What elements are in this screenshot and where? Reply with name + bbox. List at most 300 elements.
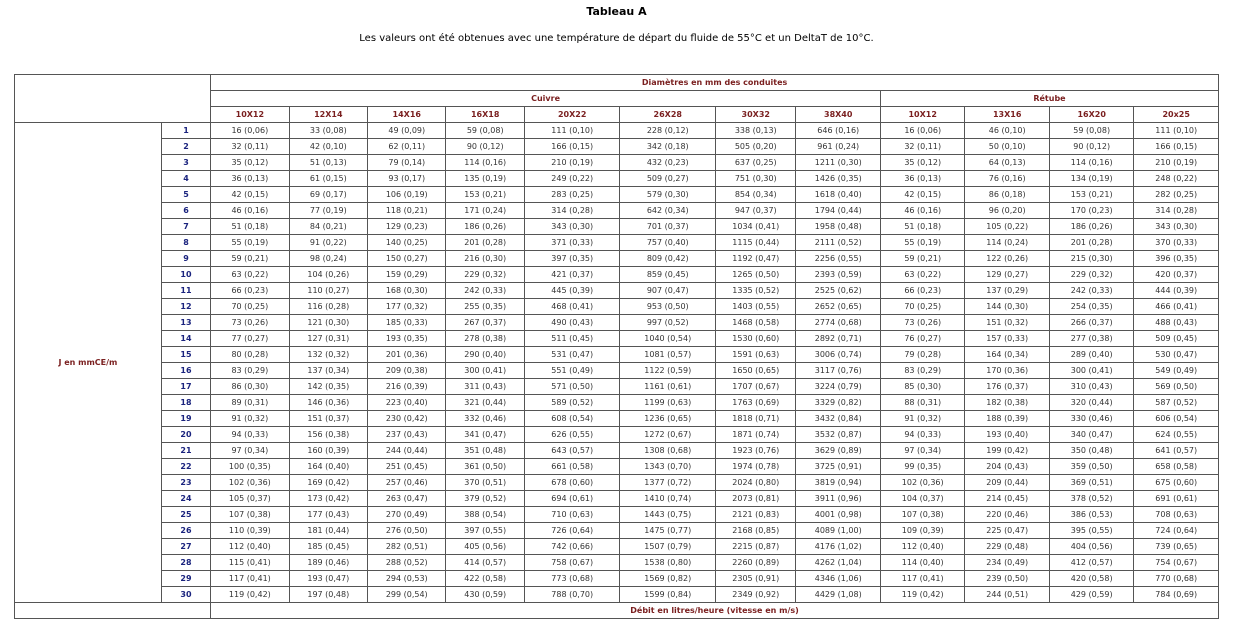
table-cell: 277 (0,38) xyxy=(1049,331,1133,347)
table-row xyxy=(15,539,1219,555)
row-number: 3 xyxy=(161,155,210,171)
table-cell: 51 (0,18) xyxy=(211,219,289,235)
table-cell: 182 (0,38) xyxy=(965,395,1049,411)
table-cell: 643 (0,57) xyxy=(524,443,620,459)
table-cell: 153 (0,21) xyxy=(1049,187,1133,203)
table-cell: 210 (0,19) xyxy=(1134,155,1219,171)
table-cell: 1265 (0,50) xyxy=(716,267,796,283)
table-cell: 251 (0,45) xyxy=(368,459,446,475)
table-cell: 1475 (0,77) xyxy=(620,523,716,539)
table-cell: 2121 (0,83) xyxy=(716,507,796,523)
table-cell: 300 (0,41) xyxy=(1049,363,1133,379)
table-cell: 33 (0,08) xyxy=(289,123,367,139)
table-cell: 1618 (0,40) xyxy=(796,187,880,203)
table-row xyxy=(15,363,1219,379)
table-cell: 193 (0,47) xyxy=(289,571,367,587)
table-cell: 160 (0,39) xyxy=(289,443,367,459)
table-row xyxy=(15,587,1219,603)
table-cell: 961 (0,24) xyxy=(796,139,880,155)
table-row xyxy=(15,491,1219,507)
table-cell: 1199 (0,63) xyxy=(620,395,716,411)
table-cell: 3329 (0,82) xyxy=(796,395,880,411)
table-cell: 237 (0,43) xyxy=(368,427,446,443)
row-number: 19 xyxy=(161,411,210,427)
table-cell: 42 (0,15) xyxy=(880,187,964,203)
table-row xyxy=(15,123,1219,139)
table-cell: 35 (0,12) xyxy=(211,155,289,171)
table-cell: 332 (0,46) xyxy=(446,411,524,427)
table-row xyxy=(15,283,1219,299)
table-cell: 114 (0,40) xyxy=(880,555,964,571)
table-cell: 105 (0,22) xyxy=(965,219,1049,235)
row-number: 11 xyxy=(161,283,210,299)
table-cell: 80 (0,28) xyxy=(211,347,289,363)
table-cell: 225 (0,47) xyxy=(965,523,1049,539)
table-cell: 73 (0,26) xyxy=(211,315,289,331)
table-cell: 854 (0,34) xyxy=(716,187,796,203)
table-cell: 102 (0,36) xyxy=(211,475,289,491)
table-cell: 111 (0,10) xyxy=(524,123,620,139)
table-row xyxy=(15,267,1219,283)
table-cell: 466 (0,41) xyxy=(1134,299,1219,315)
row-number: 7 xyxy=(161,219,210,235)
table-cell: 266 (0,37) xyxy=(1049,315,1133,331)
table-cell: 1308 (0,68) xyxy=(620,443,716,459)
row-number: 28 xyxy=(161,555,210,571)
table-cell: 210 (0,19) xyxy=(524,155,620,171)
table-cell: 1538 (0,80) xyxy=(620,555,716,571)
table-cell: 214 (0,45) xyxy=(965,491,1049,507)
table-cell: 751 (0,30) xyxy=(716,171,796,187)
row-number: 18 xyxy=(161,395,210,411)
table-cell: 444 (0,39) xyxy=(1134,283,1219,299)
table-cell: 244 (0,44) xyxy=(368,443,446,459)
table-row xyxy=(15,331,1219,347)
table-cell: 754 (0,67) xyxy=(1134,555,1219,571)
table-cell: 177 (0,43) xyxy=(289,507,367,523)
row-number: 1 xyxy=(161,123,210,139)
table-cell: 169 (0,42) xyxy=(289,475,367,491)
table-cell: 2168 (0,85) xyxy=(716,523,796,539)
table-cell: 420 (0,58) xyxy=(1049,571,1133,587)
table-cell: 91 (0,22) xyxy=(289,235,367,251)
table-cell: 193 (0,35) xyxy=(368,331,446,347)
table-cell: 83 (0,29) xyxy=(211,363,289,379)
table-cell: 3117 (0,76) xyxy=(796,363,880,379)
table-cell: 1034 (0,41) xyxy=(716,219,796,235)
table-cell: 758 (0,67) xyxy=(524,555,620,571)
table-row xyxy=(15,203,1219,219)
table-cell: 46 (0,10) xyxy=(965,123,1049,139)
table-cell: 99 (0,35) xyxy=(880,459,964,475)
table-cell: 1426 (0,35) xyxy=(796,171,880,187)
table-cell: 359 (0,50) xyxy=(1049,459,1133,475)
table-cell: 73 (0,26) xyxy=(880,315,964,331)
row-number: 26 xyxy=(161,523,210,539)
table-cell: 122 (0,26) xyxy=(965,251,1049,267)
table-cell: 104 (0,37) xyxy=(880,491,964,507)
row-number: 8 xyxy=(161,235,210,251)
table-cell: 1650 (0,65) xyxy=(716,363,796,379)
table-cell: 947 (0,37) xyxy=(716,203,796,219)
table-cell: 4346 (1,06) xyxy=(796,571,880,587)
header-corner xyxy=(15,75,211,123)
row-number: 10 xyxy=(161,267,210,283)
table-row xyxy=(15,251,1219,267)
table-cell: 726 (0,64) xyxy=(524,523,620,539)
table-cell: 69 (0,17) xyxy=(289,187,367,203)
table-cell: 85 (0,30) xyxy=(880,379,964,395)
table-row xyxy=(15,443,1219,459)
table-cell: 509 (0,45) xyxy=(1134,331,1219,347)
table-cell: 1443 (0,75) xyxy=(620,507,716,523)
row-number: 22 xyxy=(161,459,210,475)
table-cell: 168 (0,30) xyxy=(368,283,446,299)
table-cell: 388 (0,54) xyxy=(446,507,524,523)
table-cell: 97 (0,34) xyxy=(880,443,964,459)
table-cell: 129 (0,23) xyxy=(368,219,446,235)
table-cell: 3911 (0,96) xyxy=(796,491,880,507)
table-cell: 201 (0,28) xyxy=(1049,235,1133,251)
table-cell: 299 (0,54) xyxy=(368,587,446,603)
row-number: 12 xyxy=(161,299,210,315)
table-cell: 3006 (0,74) xyxy=(796,347,880,363)
table-cell: 201 (0,36) xyxy=(368,347,446,363)
table-cell: 16 (0,06) xyxy=(880,123,964,139)
table-cell: 132 (0,32) xyxy=(289,347,367,363)
table-cell: 110 (0,27) xyxy=(289,283,367,299)
table-cell: 86 (0,18) xyxy=(965,187,1049,203)
table-cell: 907 (0,47) xyxy=(620,283,716,299)
table-cell: 137 (0,29) xyxy=(965,283,1049,299)
table-cell: 4262 (1,04) xyxy=(796,555,880,571)
table-cell: 422 (0,58) xyxy=(446,571,524,587)
table-cell: 378 (0,52) xyxy=(1049,491,1133,507)
table-cell: 1122 (0,59) xyxy=(620,363,716,379)
table-cell: 488 (0,43) xyxy=(1134,315,1219,331)
table-cell: 36 (0,13) xyxy=(880,171,964,187)
table-cell: 1923 (0,76) xyxy=(716,443,796,459)
table-cell: 199 (0,42) xyxy=(965,443,1049,459)
table-row xyxy=(15,459,1219,475)
table-cell: 343 (0,30) xyxy=(1134,219,1219,235)
table-cell: 42 (0,15) xyxy=(211,187,289,203)
table-cell: 119 (0,42) xyxy=(211,587,289,603)
table-cell: 421 (0,37) xyxy=(524,267,620,283)
column-header: 13X16 xyxy=(965,107,1049,123)
table-cell: 3532 (0,87) xyxy=(796,427,880,443)
table-cell: 397 (0,55) xyxy=(446,523,524,539)
table-cell: 370 (0,33) xyxy=(1134,235,1219,251)
table-cell: 209 (0,44) xyxy=(965,475,1049,491)
table-cell: 341 (0,47) xyxy=(446,427,524,443)
table-cell: 97 (0,34) xyxy=(211,443,289,459)
table-cell: 70 (0,25) xyxy=(880,299,964,315)
table-cell: 276 (0,50) xyxy=(368,523,446,539)
table-cell: 710 (0,63) xyxy=(524,507,620,523)
table-cell: 157 (0,33) xyxy=(965,331,1049,347)
footer-label: Débit en litres/heure (vitesse en m/s) xyxy=(211,603,1219,619)
table-cell: 50 (0,10) xyxy=(965,139,1049,155)
table-cell: 1763 (0,69) xyxy=(716,395,796,411)
footer-corner xyxy=(15,603,211,619)
table-cell: 1707 (0,67) xyxy=(716,379,796,395)
table-cell: 249 (0,22) xyxy=(524,171,620,187)
table-cell: 59 (0,21) xyxy=(211,251,289,267)
table-row xyxy=(15,507,1219,523)
table-cell: 112 (0,40) xyxy=(211,539,289,555)
row-axis-label: J en mmCE/m xyxy=(15,123,162,603)
table-cell: 242 (0,33) xyxy=(1049,283,1133,299)
table-cell: 32 (0,11) xyxy=(211,139,289,155)
table-cell: 2774 (0,68) xyxy=(796,315,880,331)
column-header: 30X32 xyxy=(716,107,796,123)
table-cell: 626 (0,55) xyxy=(524,427,620,443)
table-cell: 624 (0,55) xyxy=(1134,427,1219,443)
table-cell: 1974 (0,78) xyxy=(716,459,796,475)
table-cell: 59 (0,08) xyxy=(446,123,524,139)
table-cell: 742 (0,66) xyxy=(524,539,620,555)
table-cell: 404 (0,56) xyxy=(1049,539,1133,555)
table-cell: 193 (0,40) xyxy=(965,427,1049,443)
row-number: 9 xyxy=(161,251,210,267)
row-number: 17 xyxy=(161,379,210,395)
table-cell: 290 (0,40) xyxy=(446,347,524,363)
table-cell: 94 (0,33) xyxy=(211,427,289,443)
table-cell: 93 (0,17) xyxy=(368,171,446,187)
header-group-retube: Rétube xyxy=(880,91,1218,107)
table-cell: 953 (0,50) xyxy=(620,299,716,315)
table-cell: 111 (0,10) xyxy=(1134,123,1219,139)
table-cell: 589 (0,52) xyxy=(524,395,620,411)
table-cell: 98 (0,24) xyxy=(289,251,367,267)
table-cell: 51 (0,18) xyxy=(880,219,964,235)
table-row xyxy=(15,523,1219,539)
table-cell: 314 (0,28) xyxy=(1134,203,1219,219)
table-cell: 1081 (0,57) xyxy=(620,347,716,363)
table-cell: 569 (0,50) xyxy=(1134,379,1219,395)
table-cell: 708 (0,63) xyxy=(1134,507,1219,523)
table-cell: 61 (0,15) xyxy=(289,171,367,187)
row-number: 15 xyxy=(161,347,210,363)
table-cell: 2892 (0,71) xyxy=(796,331,880,347)
table-cell: 646 (0,16) xyxy=(796,123,880,139)
table-cell: 310 (0,43) xyxy=(1049,379,1133,395)
page-title: Tableau A xyxy=(586,5,647,18)
row-number: 30 xyxy=(161,587,210,603)
table-cell: 181 (0,44) xyxy=(289,523,367,539)
table-cell: 420 (0,37) xyxy=(1134,267,1219,283)
row-number: 5 xyxy=(161,187,210,203)
table-cell: 244 (0,51) xyxy=(965,587,1049,603)
table-cell: 112 (0,40) xyxy=(880,539,964,555)
table-cell: 59 (0,21) xyxy=(880,251,964,267)
table-cell: 185 (0,33) xyxy=(368,315,446,331)
row-number: 16 xyxy=(161,363,210,379)
table-cell: 166 (0,15) xyxy=(1134,139,1219,155)
table-cell: 1599 (0,84) xyxy=(620,587,716,603)
table-body xyxy=(15,75,1219,619)
table-cell: 142 (0,35) xyxy=(289,379,367,395)
table-cell: 46 (0,16) xyxy=(880,203,964,219)
table-row xyxy=(15,139,1219,155)
row-number: 2 xyxy=(161,139,210,155)
table-cell: 2260 (0,89) xyxy=(716,555,796,571)
table-cell: 278 (0,38) xyxy=(446,331,524,347)
footer-row xyxy=(15,603,1219,619)
table-cell: 1040 (0,54) xyxy=(620,331,716,347)
table-cell: 242 (0,33) xyxy=(446,283,524,299)
table-cell: 1530 (0,60) xyxy=(716,331,796,347)
table-cell: 84 (0,21) xyxy=(289,219,367,235)
table-cell: 102 (0,36) xyxy=(880,475,964,491)
table-cell: 637 (0,25) xyxy=(716,155,796,171)
table-cell: 530 (0,47) xyxy=(1134,347,1219,363)
table-cell: 146 (0,36) xyxy=(289,395,367,411)
table-row xyxy=(15,347,1219,363)
table-cell: 432 (0,23) xyxy=(620,155,716,171)
table-cell: 171 (0,24) xyxy=(446,203,524,219)
table-cell: 90 (0,12) xyxy=(1049,139,1133,155)
table-cell: 770 (0,68) xyxy=(1134,571,1219,587)
table-cell: 694 (0,61) xyxy=(524,491,620,507)
table-cell: 412 (0,57) xyxy=(1049,555,1133,571)
table-cell: 661 (0,58) xyxy=(524,459,620,475)
table-cell: 1192 (0,47) xyxy=(716,251,796,267)
table-cell: 118 (0,21) xyxy=(368,203,446,219)
row-number: 20 xyxy=(161,427,210,443)
table-cell: 551 (0,49) xyxy=(524,363,620,379)
table-cell: 164 (0,34) xyxy=(965,347,1049,363)
table-cell: 117 (0,41) xyxy=(211,571,289,587)
table-cell: 505 (0,20) xyxy=(716,139,796,155)
row-number: 24 xyxy=(161,491,210,507)
table-cell: 153 (0,21) xyxy=(446,187,524,203)
table-cell: 164 (0,40) xyxy=(289,459,367,475)
table-cell: 1377 (0,72) xyxy=(620,475,716,491)
table-cell: 288 (0,52) xyxy=(368,555,446,571)
table-cell: 294 (0,53) xyxy=(368,571,446,587)
row-number: 25 xyxy=(161,507,210,523)
table-row xyxy=(15,235,1219,251)
table-row xyxy=(15,299,1219,315)
column-header: 12X14 xyxy=(289,107,367,123)
table-cell: 1161 (0,61) xyxy=(620,379,716,395)
flow-rate-table xyxy=(14,74,1219,619)
table-cell: 59 (0,08) xyxy=(1049,123,1133,139)
table-cell: 343 (0,30) xyxy=(524,219,620,235)
table-cell: 62 (0,11) xyxy=(368,139,446,155)
column-header: 16X18 xyxy=(446,107,524,123)
table-cell: 784 (0,69) xyxy=(1134,587,1219,603)
table-cell: 16 (0,06) xyxy=(211,123,289,139)
table-cell: 144 (0,30) xyxy=(965,299,1049,315)
table-cell: 549 (0,49) xyxy=(1134,363,1219,379)
table-cell: 83 (0,29) xyxy=(880,363,964,379)
table-cell: 1335 (0,52) xyxy=(716,283,796,299)
row-number: 29 xyxy=(161,571,210,587)
table-cell: 91 (0,32) xyxy=(880,411,964,427)
table-cell: 658 (0,58) xyxy=(1134,459,1219,475)
table-cell: 204 (0,43) xyxy=(965,459,1049,475)
table-cell: 490 (0,43) xyxy=(524,315,620,331)
page-subtitle: Les valeurs ont été obtenues avec une température de départ du fluide de 55°C et un DeltaT de 10°C. xyxy=(359,33,874,44)
table-cell: 282 (0,25) xyxy=(1134,187,1219,203)
table-cell: 109 (0,39) xyxy=(880,523,964,539)
table-cell: 2073 (0,81) xyxy=(716,491,796,507)
header-row-diameters xyxy=(15,75,1219,91)
table-row xyxy=(15,219,1219,235)
column-header: 14X16 xyxy=(368,107,446,123)
table-cell: 1468 (0,58) xyxy=(716,315,796,331)
table-cell: 76 (0,27) xyxy=(880,331,964,347)
table-cell: 116 (0,28) xyxy=(289,299,367,315)
table-cell: 117 (0,41) xyxy=(880,571,964,587)
row-number: 13 xyxy=(161,315,210,331)
table-cell: 414 (0,57) xyxy=(446,555,524,571)
table-cell: 1272 (0,67) xyxy=(620,427,716,443)
table-cell: 248 (0,22) xyxy=(1134,171,1219,187)
table-cell: 173 (0,42) xyxy=(289,491,367,507)
table-cell: 114 (0,16) xyxy=(446,155,524,171)
table-cell: 209 (0,38) xyxy=(368,363,446,379)
table-cell: 1403 (0,55) xyxy=(716,299,796,315)
table-cell: 150 (0,27) xyxy=(368,251,446,267)
table-cell: 2215 (0,87) xyxy=(716,539,796,555)
table-cell: 2024 (0,80) xyxy=(716,475,796,491)
table-cell: 809 (0,42) xyxy=(620,251,716,267)
table-cell: 289 (0,40) xyxy=(1049,347,1133,363)
table-cell: 90 (0,12) xyxy=(446,139,524,155)
table-cell: 396 (0,35) xyxy=(1134,251,1219,267)
table-cell: 283 (0,25) xyxy=(524,187,620,203)
table-cell: 96 (0,20) xyxy=(965,203,1049,219)
row-number: 23 xyxy=(161,475,210,491)
table-cell: 49 (0,09) xyxy=(368,123,446,139)
table-cell: 88 (0,31) xyxy=(880,395,964,411)
table-cell: 197 (0,48) xyxy=(289,587,367,603)
table-cell: 2256 (0,55) xyxy=(796,251,880,267)
table-cell: 229 (0,32) xyxy=(446,267,524,283)
table-cell: 1236 (0,65) xyxy=(620,411,716,427)
table-cell: 119 (0,42) xyxy=(880,587,964,603)
table-cell: 64 (0,13) xyxy=(965,155,1049,171)
table-cell: 229 (0,32) xyxy=(1049,267,1133,283)
table-cell: 3432 (0,84) xyxy=(796,411,880,427)
table-cell: 2652 (0,65) xyxy=(796,299,880,315)
table-row xyxy=(15,555,1219,571)
table-cell: 135 (0,19) xyxy=(446,171,524,187)
table-cell: 571 (0,50) xyxy=(524,379,620,395)
table-cell: 405 (0,56) xyxy=(446,539,524,555)
table-cell: 104 (0,26) xyxy=(289,267,367,283)
table-row xyxy=(15,395,1219,411)
table-row xyxy=(15,187,1219,203)
table-cell: 606 (0,54) xyxy=(1134,411,1219,427)
table-cell: 642 (0,34) xyxy=(620,203,716,219)
header-group-cuivre: Cuivre xyxy=(211,91,881,107)
table-cell: 46 (0,16) xyxy=(211,203,289,219)
table-cell: 397 (0,35) xyxy=(524,251,620,267)
column-header: 38X40 xyxy=(796,107,880,123)
table-cell: 371 (0,33) xyxy=(524,235,620,251)
table-cell: 370 (0,51) xyxy=(446,475,524,491)
table-row xyxy=(15,379,1219,395)
table-row xyxy=(15,315,1219,331)
table-cell: 338 (0,13) xyxy=(716,123,796,139)
table-cell: 757 (0,40) xyxy=(620,235,716,251)
table-cell: 1569 (0,82) xyxy=(620,571,716,587)
